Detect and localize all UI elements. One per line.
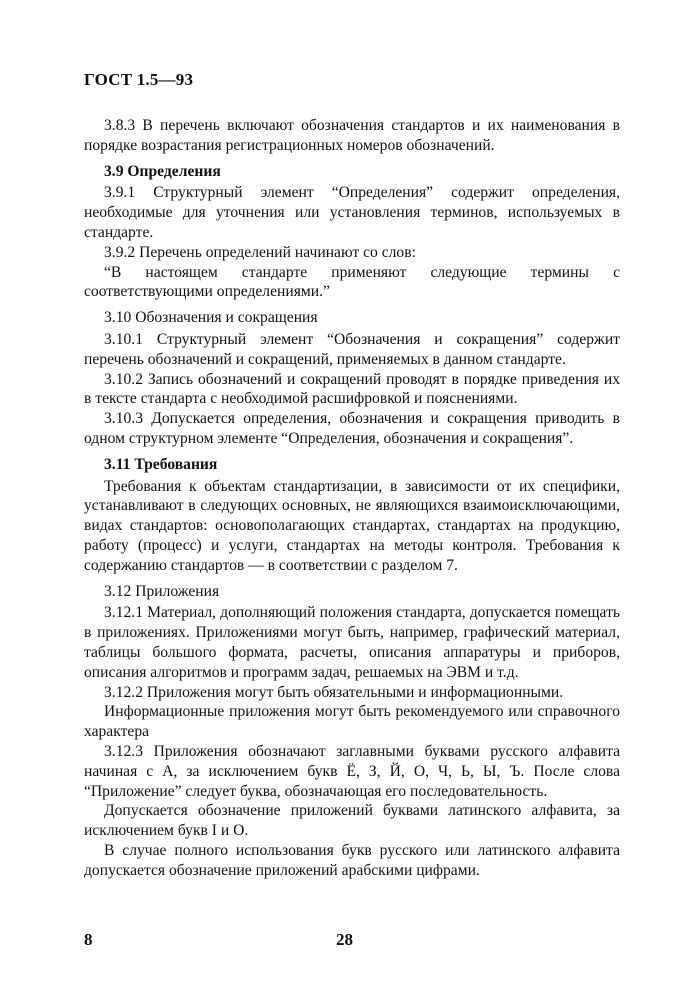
- paragraph-3-10-3: 3.10.3 Допускается определения, обозначения и сокращения приводить в одном структурном элементе “Определения, обозначения и сокращения”.: [84, 410, 620, 447]
- section-heading-3-10: 3.10 Обозначения и сокращения: [104, 309, 318, 327]
- paragraph-3-12-2-info: Информационные приложения могут быть рекомендуемого или справочного характера: [84, 703, 620, 741]
- paragraph-3-10-1: 3.10.1 Структурный элемент “Обозначения и сокращения” содержит перечень обозначений и сокращений, применяемых в данном стандарте.: [84, 330, 620, 368]
- paragraph-3-12-3-latin: Допускается обозначение приложений буквами латинского алфавита, за исключением букв I и О.: [84, 802, 620, 840]
- section-heading-3-12: 3.12 Приложения: [104, 582, 220, 600]
- paragraph-3-9-2: 3.9.2 Перечень определений начинают со слов:: [104, 243, 416, 261]
- section-heading-3-11: 3.11 Требования: [104, 455, 218, 473]
- paragraph-3-11: Требования к объектам стандартизации, в зависимости от их специфики, устанавливают в следующих основных, не являющихся взаимоисключающими, видах стандартов: основополагающих стандартах, стандартах на продукцию, работу (процесс) и услуги, стандартах на методы контроля. Требования к содержанию стандартов — в соответствии с разделом 7.: [84, 477, 620, 574]
- paragraph-3-12-2: 3.12.2 Приложения могут быть обязательными и информационными.: [104, 683, 564, 701]
- paragraph-3-12-3: 3.12.3 Приложения обозначают заглавными буквами русского алфавита начиная с А, за исключением букв Ё, З, Й, О, Ч, Ь, Ы, Ъ. После слова “Приложение” следует буква, обозначающая его последовательность.: [84, 742, 620, 800]
- paragraph-3-9-2-quote: “В настоящем стандарте применяют следующие термины с соответствующими определениями.”: [84, 263, 620, 301]
- paragraph-3-12-1: 3.12.1 Материал, дополняющий положения стандарта, допускается помещать в приложениях. Приложениями могут быть, например, графический материал, таблицы большого формата, расчеты, описания аппаратуры и приборов, описания алгоритмов и программ задач, решаемых на ЭВМ и т.д.: [84, 604, 620, 681]
- page-number-left: 8: [84, 930, 93, 949]
- standard-code: ГОСТ 1.5—93: [84, 70, 194, 89]
- document-body: [84, 116, 620, 880]
- paragraph-3-9-1: 3.9.1 Структурный элемент “Определения” содержит определения, необходимые для уточнения или установления терминов, используемых в стандарте.: [84, 184, 620, 241]
- paragraph-3-8-3: 3.8.3 В перечень включают обозначения стандартов и их наименования в порядке возрастания регистрационных номеров обозначений.: [84, 117, 620, 154]
- paragraph-3-12-3-arabic: В случае полного использования букв русского или латинского алфавита допускается обозначение приложений арабскими цифрами.: [84, 841, 620, 879]
- page-number-center: 28: [336, 930, 353, 949]
- section-heading-3-9: 3.9 Определения: [104, 162, 221, 180]
- paragraph-3-10-2: 3.10.2 Запись обозначений и сокращений проводят в порядке приведения их в тексте стандарта с необходимой расшифровкой и пояснениями.: [84, 370, 620, 408]
